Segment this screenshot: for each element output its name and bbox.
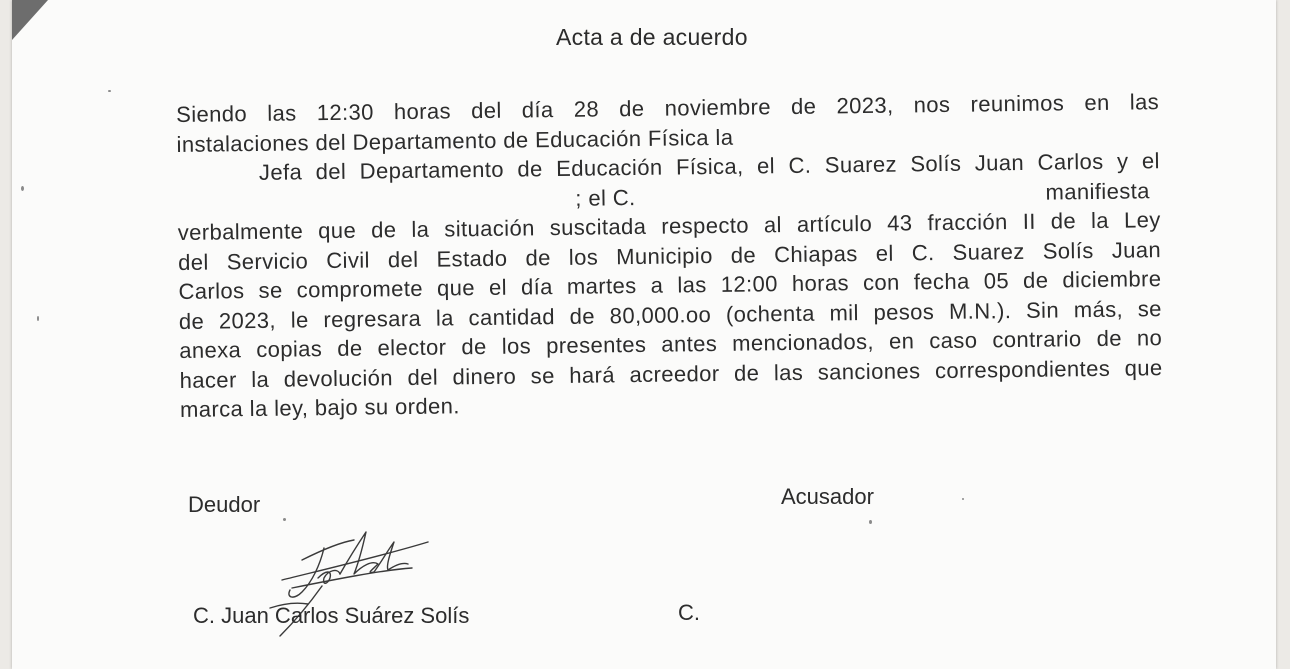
accuser-name: C.: [678, 600, 700, 625]
body-line-3-text: Jefa del Departamento de Educación Física, el C. Suarez Solís Juan Carlos y el: [258, 148, 1161, 185]
debtor-name: C. Juan Carlos Suárez Solís: [193, 603, 470, 628]
debtor-label: Deudor: [188, 492, 261, 517]
paper-speck: [108, 90, 111, 92]
accuser-label: Acusador: [781, 484, 874, 509]
body-line-6: del Servicio Civil del Estado de los Municipio de Chiapas el C. Suarez Solís Juan: [177, 236, 1162, 275]
document-title: Acta a de acuerdo: [556, 24, 748, 50]
body-line-2-text: instalaciones del Departamento de Educación Física la: [176, 124, 734, 157]
body-line-4-text-a: ; el C.: [575, 184, 636, 211]
paper-speck: [962, 498, 964, 500]
body-line-10: hacer la devolución del dinero se hará acreedor de las sanciones correspondientes que: [179, 354, 1163, 393]
paper-speck: [283, 518, 286, 521]
body-line-7: Carlos se compromete que el día martes a las 12:00 horas con fecha 05 de diciembre: [178, 266, 1162, 304]
body-line-11: marca la ley, bajo su orden.: [179, 393, 461, 422]
body-line-9: anexa copias de elector de los presentes antes mencionados, en caso contrario de no: [179, 325, 1163, 363]
body-line-1: Siendo las 12:30 horas del día 28 de noviembre de 2023, nos reunimos en las: [176, 89, 1160, 127]
body-line-4-text-b: manifiesta: [1045, 177, 1150, 205]
body-line-8: de 2023, le regresara la cantidad de 80,000.oo (ochenta mil pesos M.N.). Sin más, se: [178, 295, 1162, 334]
document-body: [176, 87, 1163, 424]
page-corner-shadow: [12, 0, 48, 40]
body-line-5: verbalmente que de la situación suscitada respecto al artículo 43 fracción II de la Ley: [177, 207, 1161, 245]
paper-speck: [21, 186, 24, 191]
paper-speck: [37, 316, 39, 321]
paper-speck: [869, 520, 872, 524]
